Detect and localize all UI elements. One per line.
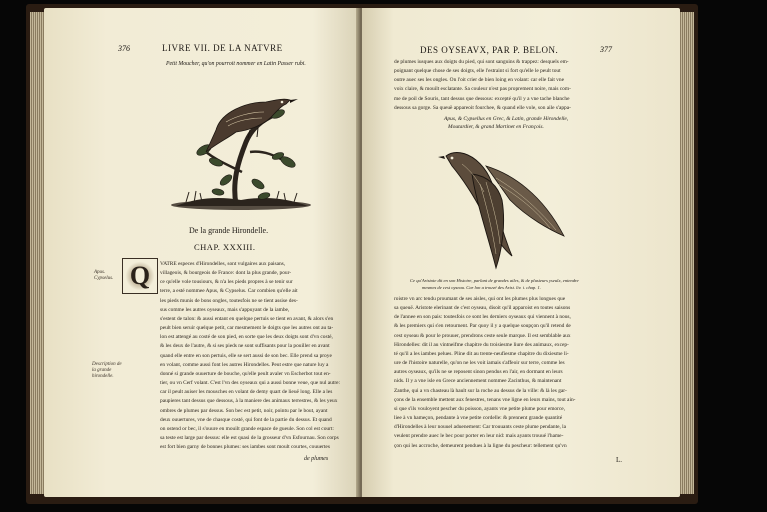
text-line: sa queuë. Aristote elerinant de c'est oyseau, disoit qu'il apparoist en toutes saisons — [394, 305, 571, 312]
text-line: Hirondelles: dit il au vintneifme chapitre du troisiesme liure des animaux, excep- — [394, 341, 569, 348]
text-line: s'estent de talon: & aussi entant en quelque pertuis se tient en avant, & alors s'en — [160, 315, 334, 322]
left-page — [44, 8, 360, 497]
text-line: té qu'il a les iambes pelues. Pline dit au trente-neufiesme chapitre du dixiesme li- — [394, 350, 569, 357]
text-line: voix claire, & mouilt esclatante. Sa couleur n'est pas proprement noire, mais com- — [394, 86, 571, 93]
text-line: autres oyseaux, qu'ils ne se reposent sinon pendus en l'air, en dormant en leurs — [394, 369, 563, 376]
text-line: me de poil de Souris, tant dessus que dessous: excepté qu'il y a vne tache blanche — [394, 95, 570, 102]
plate-caption-right-2: Moutardier, & grand Martinet en François. — [448, 124, 544, 130]
catchword: de plumes — [304, 456, 329, 462]
side-note-apus: Apus. Cypselus. — [94, 270, 114, 281]
text-line: ce qu'elle vole tousiours, & n'a les pieds propres à se tenir sur — [160, 279, 293, 286]
page-edges-left — [30, 12, 44, 494]
page-number-right: 377 — [600, 45, 612, 54]
small-caption-2: mesmes de cest oyseau. Car lon a trouvé des Arist. liv. i. chap. 1. — [422, 285, 541, 290]
text-line: çons de la ensemble mettent aux fenestres, tenans vne ligne en leurs mains, tout ain- — [394, 396, 576, 403]
plate-caption-right-1: Apus, & Cypsellus en Grec, & Latin, grande Hirondelle, — [444, 116, 569, 122]
text-line: & les premiers qui s'en retournent. Par quoy il y a quelque soupçon qu'il retend de — [394, 323, 571, 330]
small-caption-1: Ce qu'Aristote dit en son Histoire, parlant de grandes ailes, & de plusieurs yseulx, entendre — [410, 278, 579, 283]
text-line: deux ouuertures, vne de chasque costé, qui font de la partie du dessus. Et quand — [160, 416, 332, 423]
woodcut-swift-in-flight — [432, 144, 582, 274]
text-line: terre, a esté nommee Apus, & Cypselus. Car combien qu'elle ait — [160, 288, 298, 295]
text-line: d'Hirondelles à leur nouuel aduenement: Car trouuants ceste plume pendante, la — [394, 424, 567, 431]
text-line: ure de l'histoire naturelle, qu'on ne les voit iamais s'affeoir sur terre, comme les — [394, 360, 565, 367]
right-page — [362, 8, 680, 497]
text-line: si que s'ils vouloyent pescher du poisson, ayants vne petite plume pour emorce, — [394, 405, 566, 412]
text-line: lon est attengé au costé de son pied, en sorte que les deux doigts sont d'vn costé, — [160, 334, 333, 341]
text-line: sa teste est large par dessus: elle est quasi de la grosseur d'vn Esfournau. Son corps — [160, 434, 339, 441]
page-number-left: 376 — [118, 44, 130, 53]
text-line: sus comme les autres oyseaux, mais s'appuyant de la iambe, — [160, 306, 290, 313]
text-line: de plumes iusques aux doigts du pied, qui sont sanguins & trappez: desquels em- — [394, 59, 569, 65]
text-line: VATRE especes d'Hirondelles, sont vulgaires aux paisans, — [160, 261, 286, 267]
plate-caption-left: Petit Moucher, qu'on pourroit nommer en Latin Passer rubi. — [166, 61, 306, 67]
page-edges-right — [680, 12, 694, 494]
running-head-left: LIVRE VII. DE LA NATVRE — [162, 43, 283, 53]
text-line: villageois, & bourgeois de France: dont la plus grande, pour- — [160, 270, 292, 277]
text-line: paupieres tant dessus que dessous, à la maniere des animaux terrestres, & les yeux — [160, 398, 338, 405]
text-line: est fort bien garny de bonnes plumes: ses iambes sont moult courtes, couuertes — [160, 444, 330, 451]
drop-cap-initial: Q — [122, 258, 158, 294]
right-top-text — [394, 58, 644, 113]
text-line: nids. Il y a vne isle en Grece anciennement nommee Zacinthus, & maintenant — [394, 378, 562, 385]
chapter-subtitle: De la grande Hirondelle. — [189, 226, 269, 235]
text-line: ombres de plumes par dessus. Son bec est petit, noir, pointu par le bout, ayant — [160, 407, 328, 414]
text-line: dessous sa gorge. Sa queuë appareoit fourchee, & quand elle vole, son aile s'appa- — [394, 104, 571, 111]
left-body-text — [160, 260, 360, 452]
text-line: de l'annee en son pais: toutesfois ce sont les derniers oyseaux qui viennent à nous, — [394, 314, 571, 321]
text-line: en volant, comme aussi font les autres Hirondelles. Peut estre que nature luy a — [160, 361, 329, 368]
text-line: çon qui les accroche, demeurent pendues à la ligne du pescheur: tellement qu'vn — [394, 442, 567, 449]
text-line: Zanthe, qui a vn chasteau là hault sur la roche au dessus de la ville: & là les gar- — [394, 387, 567, 394]
text-line: peult bien seruir quelque petit, car mesmement le doigts que les autres ont au ta- — [160, 325, 334, 332]
side-note-description: Description de la grande hirondelle. — [92, 362, 122, 379]
text-line: car il peult auiser les mousches en volant de demy quart de lieuë long. Elle a les — [160, 389, 333, 396]
right-body-text — [394, 295, 646, 451]
text-line: tier, ou vn Cerf volant. C'est l'vn des oyseaux qui a aussi bonne veue, que nul autre: — [160, 380, 341, 387]
signature-mark: L. — [616, 456, 623, 464]
text-line: on ostend or bec, il s'ouure en mouilt grande espace de gueule. Son col est court: — [160, 425, 334, 432]
text-line: donné si grande ouuerture de bouche, qu'elle peult avaler vn Escherbot tout en- — [160, 370, 331, 377]
text-line: outre auec ses les ongles. On l'oit crier de bien loing en volant: car elle fait vne — [394, 77, 564, 84]
text-line: liee à vn hameçon, pendante à vne petite cordelle: & prennent grande quantité — [394, 415, 563, 422]
woodcut-bird-on-branch — [166, 72, 316, 218]
text-line: quand elle entre en son pertuis, elle se sert aussi de son bec. Elle prend sa proye — [160, 352, 332, 359]
text-line: poignant quelque chose de ses doigts, elle l'estraint si fort qu'elle le peult tout — [394, 68, 561, 75]
running-head-right: DES OYSEAVX, PAR P. BELON. — [420, 45, 559, 55]
text-line: & les deux de l'autre, & si ses pieds ne sont suffisants pour la pouiller en avant — [160, 343, 330, 350]
text-line: les pieds munis de bons ongles, toutesfois ne se tient assise des- — [160, 297, 298, 304]
text-line: veulent prendre auec le bec pour porter en leur nid: mais ayants trouué l'hame- — [394, 433, 564, 440]
text-line: roistre vn arc tendu proumant de ses aisles, qui ont les plumes plus longues que — [394, 296, 566, 302]
chapter-heading: CHAP. XXXIII. — [194, 242, 256, 252]
text-line: cest oyseau & pour le prouuer, prendrons ceste seule marque. Il est semblable aux — [394, 332, 571, 339]
